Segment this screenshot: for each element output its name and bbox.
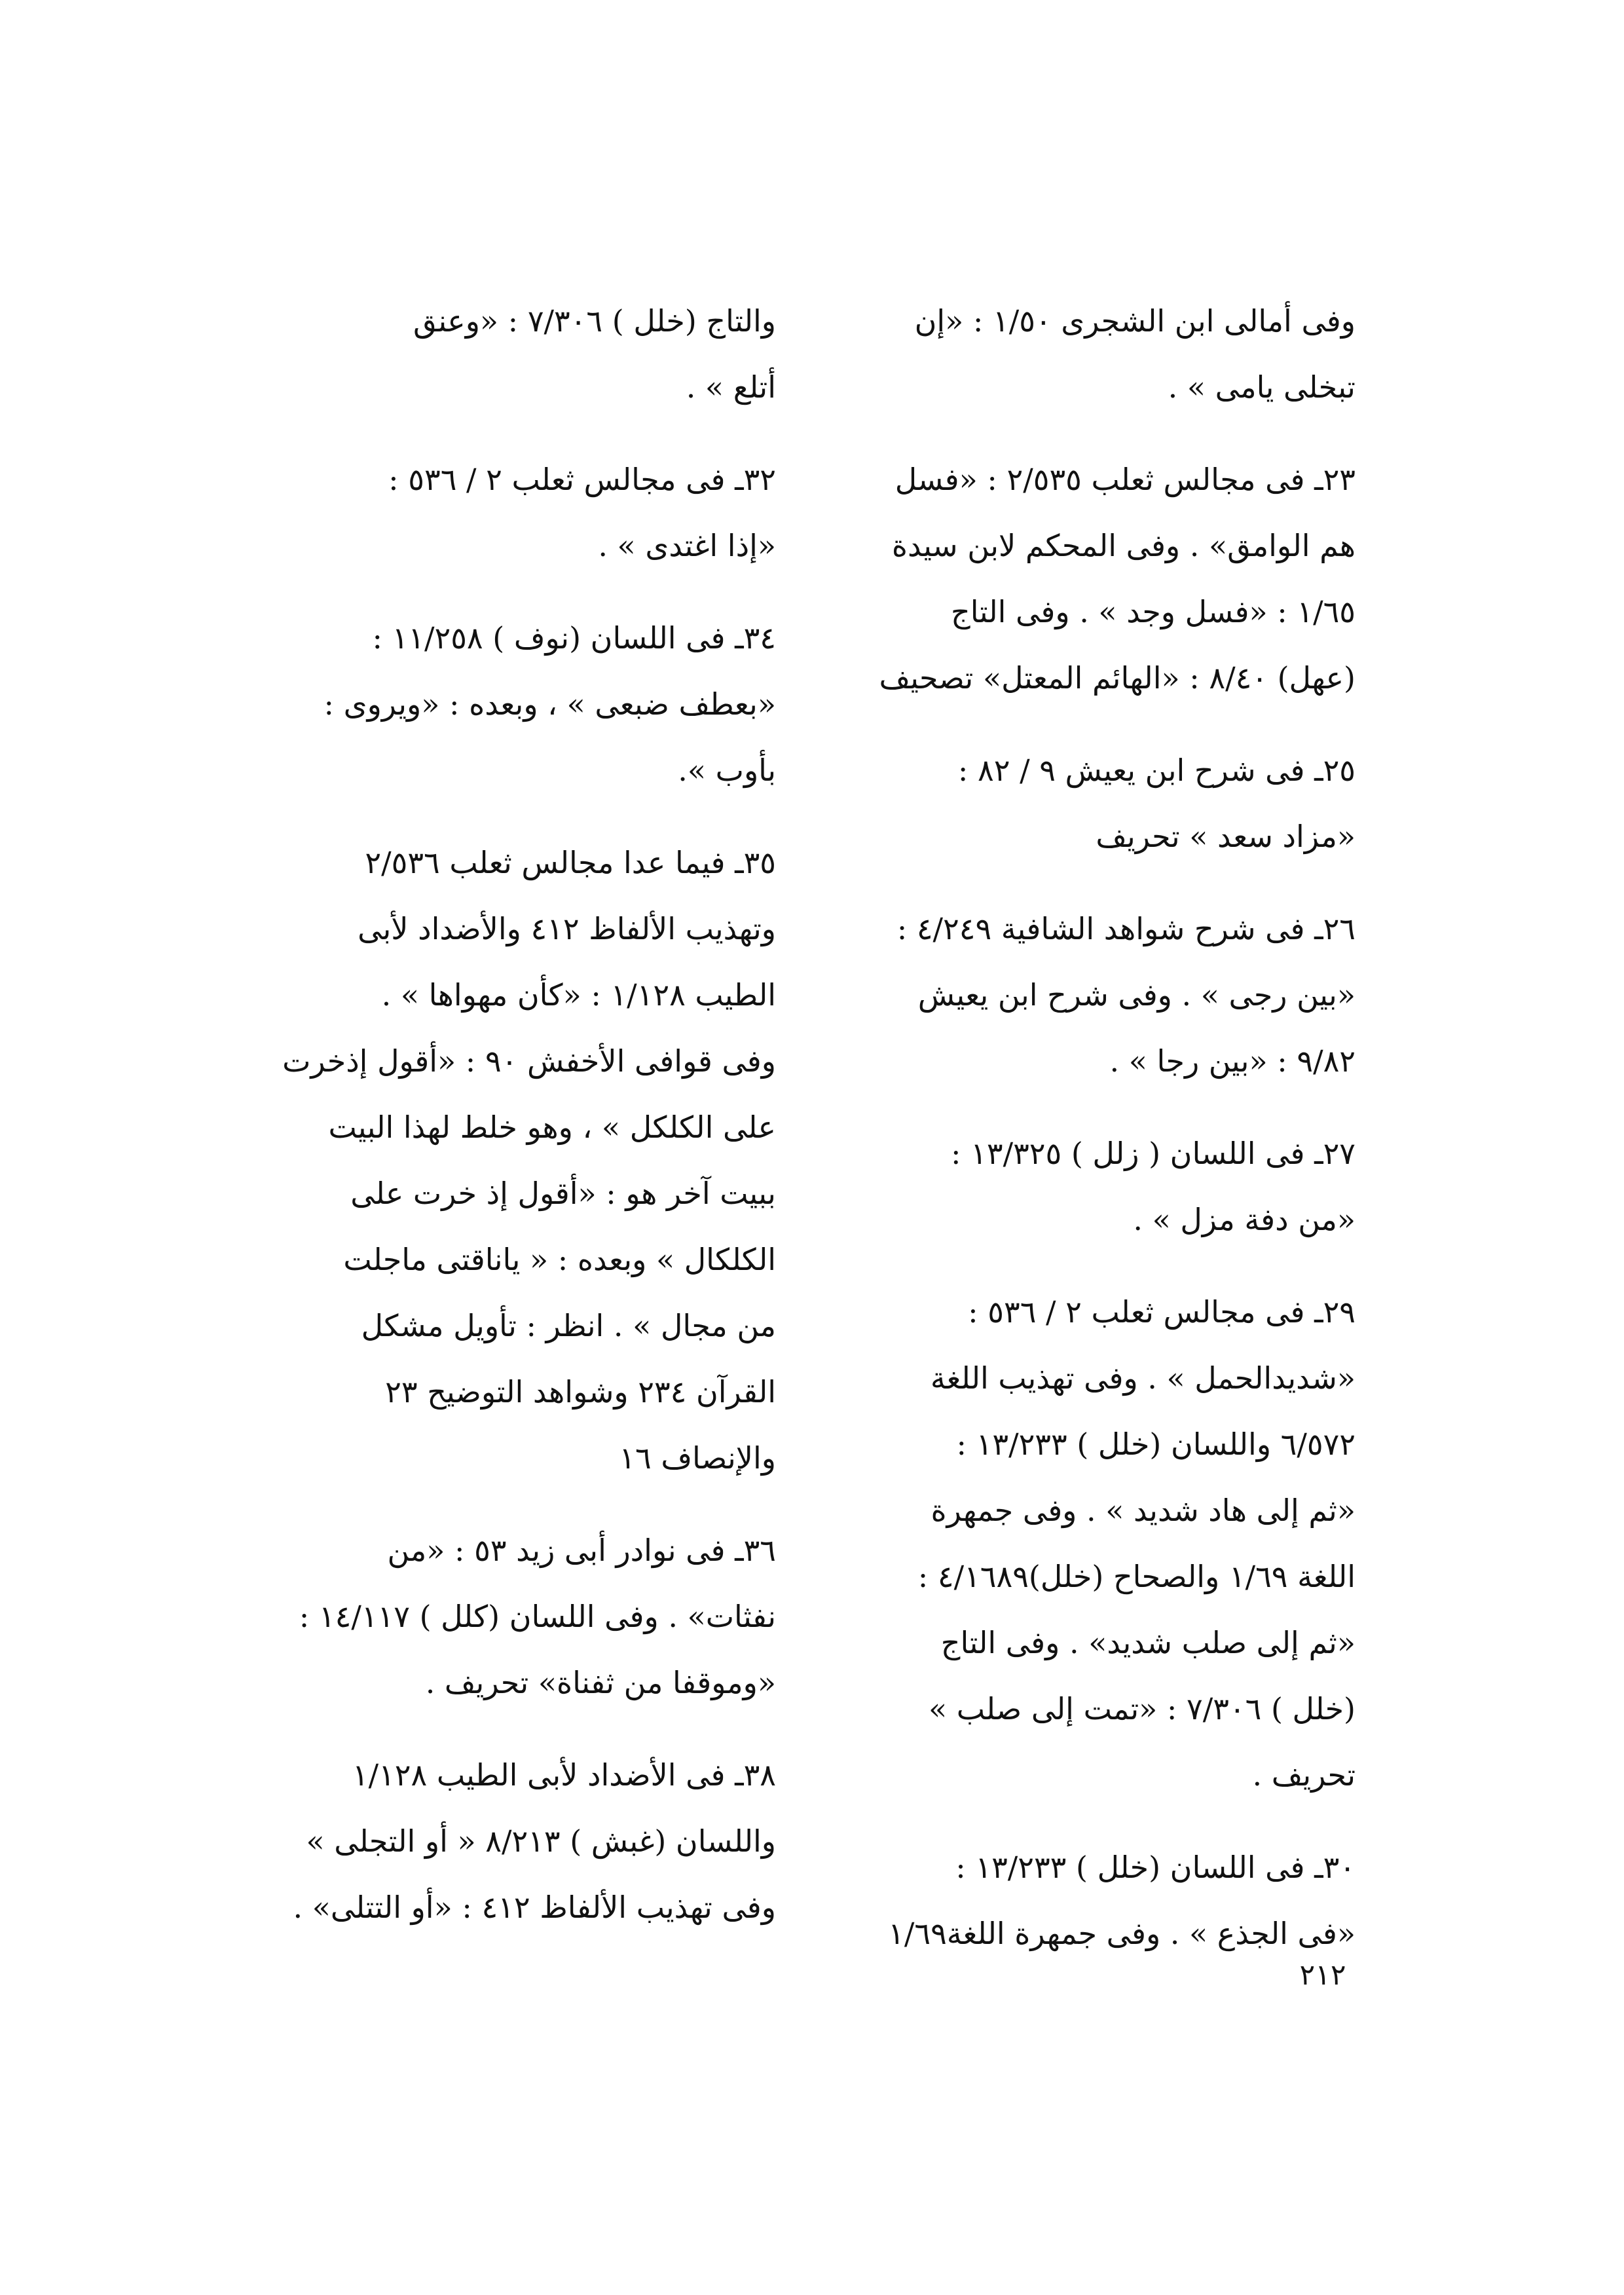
footnote-line: (خلل ) ٧/٣٠٦ : «تمت إلى صلب » bbox=[928, 1691, 1356, 1726]
footnote-line: وفى قوافى الأخفش ٩٠ : «أقول إذخرت bbox=[282, 1043, 776, 1079]
footnote-line: «بين رجى » . وفى شرح ابن يعيش bbox=[917, 977, 1356, 1013]
footnote-line: ببيت آخر هو : «أقول إذ خرت على bbox=[350, 1176, 776, 1211]
footnote-line: القرآن ٢٣٤ وشواهد التوضيح ٢٣ bbox=[385, 1374, 776, 1409]
right-column bbox=[832, 288, 1356, 1993]
footnote-line: «مزاد سعد » تحريف bbox=[1096, 819, 1356, 854]
footnote-line: (عهل) ٨/٤٠ : «الهائم المعتل» تصحيف bbox=[879, 660, 1356, 696]
footnote-entry bbox=[252, 288, 776, 420]
footnote-entry bbox=[252, 830, 776, 1491]
footnote-entry bbox=[252, 605, 776, 804]
footnote-line: وتهذيب الألفاظ ٤١٢ والأضداد لأبى bbox=[358, 911, 776, 946]
footnote-line: اللغة ١/٦٩ والصحاح (خلل)٤/١٦٨٩ : bbox=[917, 1559, 1356, 1594]
footnote-line: ٣٨ـ فى الأضداد لأبى الطيب ١/١٢٨ bbox=[352, 1757, 776, 1793]
footnote-line: ٣٥ـ فيما عدا مجالس ثعلب ٢/٥٣٦ bbox=[365, 845, 776, 880]
footnote-line: بأوب ». bbox=[678, 753, 776, 788]
footnote-line: نفثات» . وفى اللسان (كلل ) ١٤/١١٧ : bbox=[299, 1599, 776, 1634]
footnote-entry bbox=[252, 447, 776, 579]
footnote-line: والإنصاف ١٦ bbox=[619, 1440, 776, 1476]
footnote-line: تبخلى يامى » . bbox=[1168, 369, 1356, 405]
footnote-line: «ثم إلى صلب شديد» . وفى التاج bbox=[940, 1625, 1356, 1660]
footnote-entry bbox=[832, 1279, 1356, 1808]
footnote-line: واللسان (غبش ) ٨/٢١٣ « أو التجلى » bbox=[306, 1823, 776, 1859]
footnote-entry bbox=[252, 1742, 776, 1941]
footnote-entry bbox=[832, 1121, 1356, 1253]
footnote-line: ٢٦ـ فى شرح شواهد الشافية ٤/٢٤٩ : bbox=[896, 911, 1356, 946]
footnote-line: ٢٩ـ فى مجالس ثعلب ٢ / ٥٣٦ : bbox=[968, 1294, 1356, 1330]
footnote-line: ٢٥ـ فى شرح ابن يعيش ٩ / ٨٢ : bbox=[957, 753, 1356, 788]
footnote-entry bbox=[832, 896, 1356, 1094]
footnote-line: وفى تهذيب الألفاظ ٤١٢ : «أو التتلى» . bbox=[293, 1890, 776, 1925]
footnote-line: هم الوامق» . وفى المحكم لابن سيدة bbox=[891, 528, 1356, 563]
footnote-line: ٣٤ـ فى اللسان (نوف ) ١١/٢٥٨ : bbox=[372, 620, 776, 656]
footnote-line: «وموقفا من ثفناة» تحريف . bbox=[425, 1665, 776, 1700]
footnote-line: من مجال » . انظر : تأويل مشكل bbox=[361, 1308, 776, 1343]
footnote-entry bbox=[832, 737, 1356, 870]
footnote-line: «فى الجذع » . وفى جمهرة اللغة١/٦٩ bbox=[888, 1916, 1356, 1951]
footnote-line: أتلع » . bbox=[686, 369, 776, 405]
footnote-line: على الكلكل » ، وهو خلط لهذا البيت bbox=[328, 1110, 776, 1145]
footnote-entry bbox=[832, 447, 1356, 711]
footnote-entry bbox=[832, 1835, 1356, 1967]
footnote-line: وفى أمالى ابن الشجرى ١/٥٠ : «إن bbox=[914, 303, 1356, 339]
footnote-line: «من دفة مزل » . bbox=[1133, 1202, 1356, 1237]
footnote-line: ٢٧ـ فى اللسان ( زلل ) ١٣/٣٢٥ : bbox=[951, 1136, 1356, 1171]
footnote-line: الطيب ١/١٢٨ : «كأن مهواها » . bbox=[381, 977, 776, 1013]
footnote-line: ١/٦٥ : «فسل وجد » . وفى التاج bbox=[951, 594, 1356, 629]
page-number: ٢١٢ bbox=[1299, 1958, 1346, 1992]
left-column bbox=[252, 288, 776, 1967]
footnote-line: تحريف . bbox=[1252, 1757, 1356, 1793]
footnote-line: ٢٣ـ فى مجالس ثعلب ٢/٥٣٥ : «فسل bbox=[895, 462, 1356, 497]
footnote-line: «بعطف ضبعى » ، وبعده : «ويروى : bbox=[323, 686, 776, 722]
footnote-line: «ثم إلى هاد شديد » . وفى جمهرة bbox=[931, 1493, 1356, 1528]
footnote-entry bbox=[832, 288, 1356, 420]
footnote-line: والتاج (خلل ) ٧/٣٠٦ : «وعنق bbox=[413, 303, 776, 339]
footnote-line: ٣٦ـ فى نوادر أبى زيد ٥٣ : «من bbox=[387, 1533, 776, 1568]
footnote-line: ٦/٥٧٢ واللسان (خلل ) ١٣/٢٣٣ : bbox=[956, 1427, 1356, 1462]
footnote-line: الكلكال » وبعده : « ياناقتى ماجلت bbox=[343, 1242, 776, 1277]
footnote-line: ٣٢ـ فى مجالس ثعلب ٢ / ٥٣٦ : bbox=[388, 462, 776, 497]
footnote-line: «إذا اغتدى » . bbox=[598, 528, 776, 563]
footnote-entry bbox=[252, 1518, 776, 1716]
footnote-line: ٩/٨٢ : «بين رجا » . bbox=[1109, 1043, 1356, 1079]
footnote-line: ٣٠ـ فى اللسان (خلل ) ١٣/٢٣٣ : bbox=[955, 1850, 1356, 1885]
footnote-line: «شديدالحمل » . وفى تهذيب اللغة bbox=[930, 1360, 1356, 1396]
